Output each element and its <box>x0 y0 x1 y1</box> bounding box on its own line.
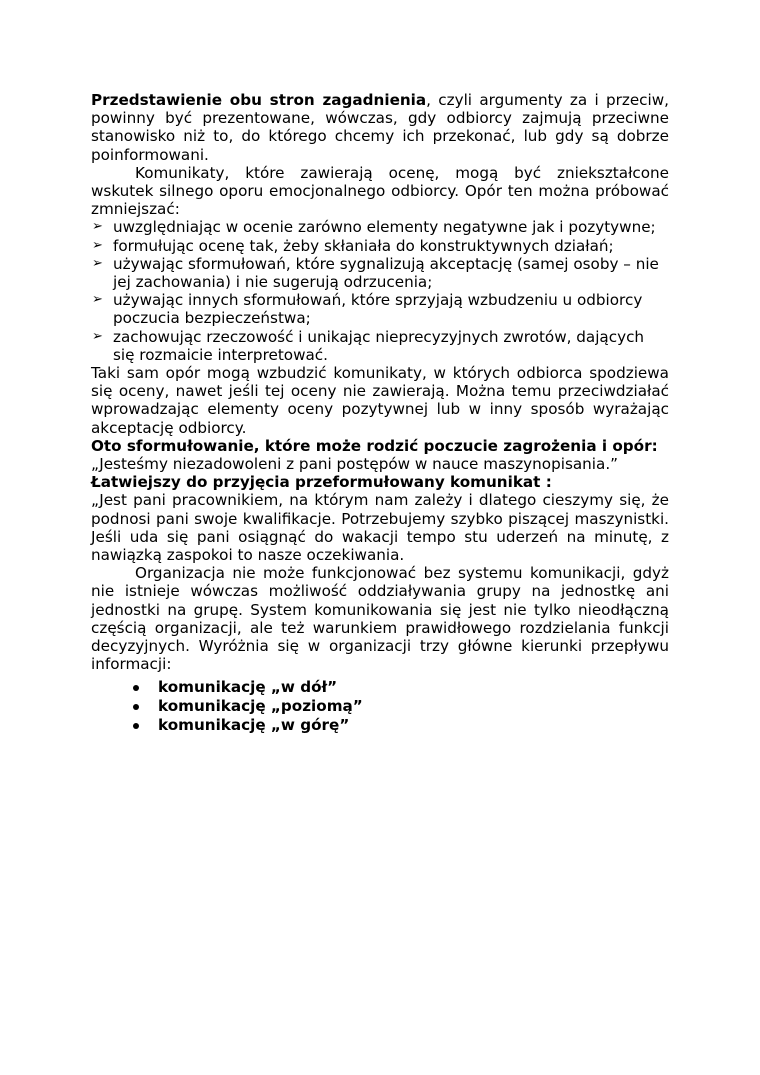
bullet-dot-icon <box>133 685 139 691</box>
arrow-bullet-icon: ➢ <box>92 219 103 235</box>
list-item <box>91 697 669 715</box>
reformulated-heading: Łatwiejszy do przyjęcia przeformułowany komunikat : <box>91 473 552 492</box>
list-item-text: używając sformułowań, które sygnalizują akceptację (samej osoby – nie jej zachowania) i nie sugerują odrzucenia; <box>113 254 659 292</box>
opposition-paragraph: Taki sam opór mogą wzbudzić komunikaty, w których odbiorca spodziewa się oceny, nawet jeśli tej oceny nie zawierają. Można temu przeciwdziałać wprowadzając elementy oceny pozytywnej lub w inny sposób wyrażając akceptację odbiorcy. <box>91 364 669 437</box>
arrow-list <box>91 218 669 364</box>
bullet-dot-icon <box>133 723 139 729</box>
threat-quote: „Jesteśmy niezadowoleni z pani postępów w nauce maszynopisania.” <box>91 455 619 474</box>
arrow-bullet-icon: ➢ <box>92 237 103 253</box>
list-item-text: formułując ocenę tak, żeby skłaniała do konstruktywnych działań; <box>113 236 614 255</box>
intro-bold-phrase: Przedstawienie obu stron zagadnienia <box>91 91 427 109</box>
list-item <box>91 716 669 734</box>
list-item <box>91 255 669 291</box>
intro-text: , czyli argumenty za i przeciw, powinny być prezentowane, wówczas, gdy odbiorcy zajmują przeciwne stanowisko niż to, do którego chcemy ich przekonać, lub gdy są dobrze poinformowani. <box>91 91 669 164</box>
list-item <box>91 328 669 364</box>
list-item <box>91 291 669 327</box>
arrow-bullet-icon: ➢ <box>92 328 103 344</box>
reformulated-quote: „Jest pani pracownikiem, na którym nam zależy i dlatego cieszymy się, że podnosi pani swoje kwalifikacje. Potrzebujemy szybko piszącej maszynistki. Jeśli uda się pani osiągnąć do wakacji tempo stu uderzeń na minutę, z nawiązką zaspokoi to nasze oczekiwania. <box>91 491 669 565</box>
list-item-text: komunikację „w górę” <box>158 715 350 734</box>
list-item <box>91 678 669 696</box>
arrow-bullet-icon: ➢ <box>92 255 103 271</box>
evaluation-paragraph: Komunikaty, które zawierają ocenę, mogą być zniekształcone wskutek silnego oporu emocjonalnego odbiorcy. Opór ten można próbować zmniejszać: <box>91 163 669 219</box>
list-item-text: komunikację „w dół” <box>158 677 338 696</box>
list-item <box>91 237 669 255</box>
list-item-text: komunikację „poziomą” <box>158 696 363 715</box>
bullet-dot-icon <box>133 704 139 710</box>
list-item <box>91 218 669 236</box>
organization-paragraph: Organizacja nie może funkcjonować bez systemu komunikacji, gdyż nie istnieje wówczas możliwość oddziaływania grupy na jednostkę ani jednostki na grupę. System komunikowania się jest nie tylko nieodłączną częścią organizacji, ale też warunkiem prawidłowego rozdzielania funkcji decyzyjnych. Wyróżnia się w organizacji trzy główne kierunki przepływu informacji: <box>91 564 669 674</box>
directions-list <box>91 678 669 735</box>
list-item-text: używając innych sformułowań, które sprzyjają wzbudzeniu u odbiorcy poczucia bezpieczeństwa; <box>113 291 643 328</box>
threat-heading: Oto sformułowanie, które może rodzić poczucie zagrożenia i opór: <box>91 436 658 455</box>
list-item-text: zachowując rzeczowość i unikając nieprecyzyjnych zwrotów, dających się rozmaicie interpretować. <box>113 327 645 364</box>
arrow-bullet-icon: ➢ <box>92 292 103 308</box>
intro-paragraph <box>91 91 669 164</box>
document-page <box>91 91 669 735</box>
list-item-text: uwzględniając w ocenie zarówno elementy negatywne jak i pozytywne; <box>113 218 656 237</box>
